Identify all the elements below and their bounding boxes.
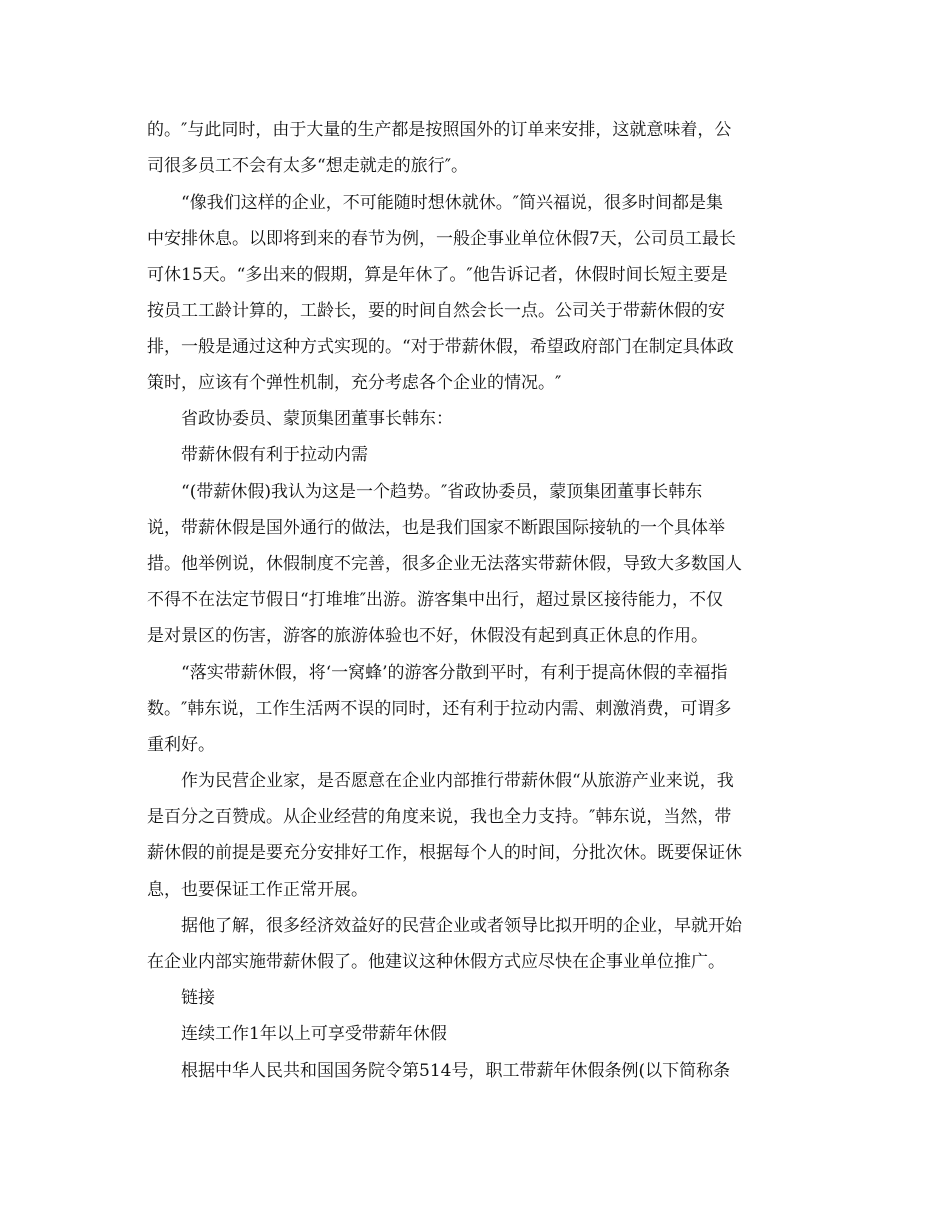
text-line: “(带薪休假)我认为这是一个趋势。″省政协委员，蒙顶集团董事长韩东 [181,482,703,502]
text-line: 薪休假的前提是要充分安排好工作，根据每个人的时间，分批次休。既要保证休 [147,843,742,863]
text-line: 重利好。 [147,735,215,755]
text-line: 排，一般是通过这种方式实现的。“对于带薪休假，希望政府部门在制定具体政 [147,337,734,357]
text-line: 数。″韩东说，工作生活两不误的同时，还有利于拉动内需、刺激消费，可谓多 [147,699,732,719]
section-subtitle: 带薪休假有利于拉动内需 [181,445,368,465]
text-line: 是百分之百赞成。从企业经营的角度来说，我也全力支持。″韩东说，当然，带 [147,807,732,827]
text-line: 可休15天。“多出来的假期，算是年休了。″他告诉记者，休假时间长短主要是 [147,265,728,285]
text-line: 的。″与此同时，由于大量的生产都是按照国外的订单来安排，这就意味着，公 [147,120,732,140]
text-line: 据他了解，很多经济效益好的民营企业或者领导比拟开明的企业，早就开始 [181,916,742,936]
text-line: 息，也要保证工作正常开展。 [147,880,368,900]
section-byline: 省政协委员、蒙顶集团董事长韩东： [181,409,453,429]
text-line: 是对景区的伤害，游客的旅游体验也不好，休假没有起到真正休息的作用。 [147,626,708,646]
text-line: 作为民营企业家，是否愿意在企业内部推行带薪休假“从旅游产业来说，我 [181,771,734,791]
text-line: 不得不在法定节假日“打堆堆″出游。游客集中出行，超过景区接待能力，不仅 [147,590,724,610]
text-line: 措。他举例说，休假制度不完善，很多企业无法落实带薪休假，导致大多数国人 [147,554,742,574]
text-line: 根据中华人民共和国国务院令第514号，职工带薪年休假条例(以下简称条 [181,1061,731,1081]
text-line: “落实带薪休假，将‘一窝蜂’的游客分散到平时，有利于提高休假的幸福指 [181,663,728,683]
text-line: 在企业内部实施带薪休假了。他建议这种休假方式应尽快在企事业单位推广。 [147,952,725,972]
text-line: 策时，应该有个弹性机制，充分考虑各个企业的情况。″ [147,373,562,393]
text-line: 按员工工龄计算的，工龄长，要的时间自然会长一点。公司关于带薪休假的安 [147,301,725,321]
link-heading: 链接 [181,988,215,1008]
link-subtitle: 连续工作1年以上可享受带薪年休假 [181,1024,447,1044]
text-line: 说，带薪休假是国外通行的做法，也是我们国家不断跟国际接轨的一个具体举 [147,518,725,538]
text-line: 司很多员工不会有太多“想走就走的旅行″。 [147,156,469,176]
text-line: “像我们这样的企业，不可能随时想休就休。″简兴福说，很多时间都是集 [181,193,724,213]
text-line: 中安排休息。以即将到来的春节为例，一般企事业单位休假7天，公司员工最长 [147,229,736,249]
